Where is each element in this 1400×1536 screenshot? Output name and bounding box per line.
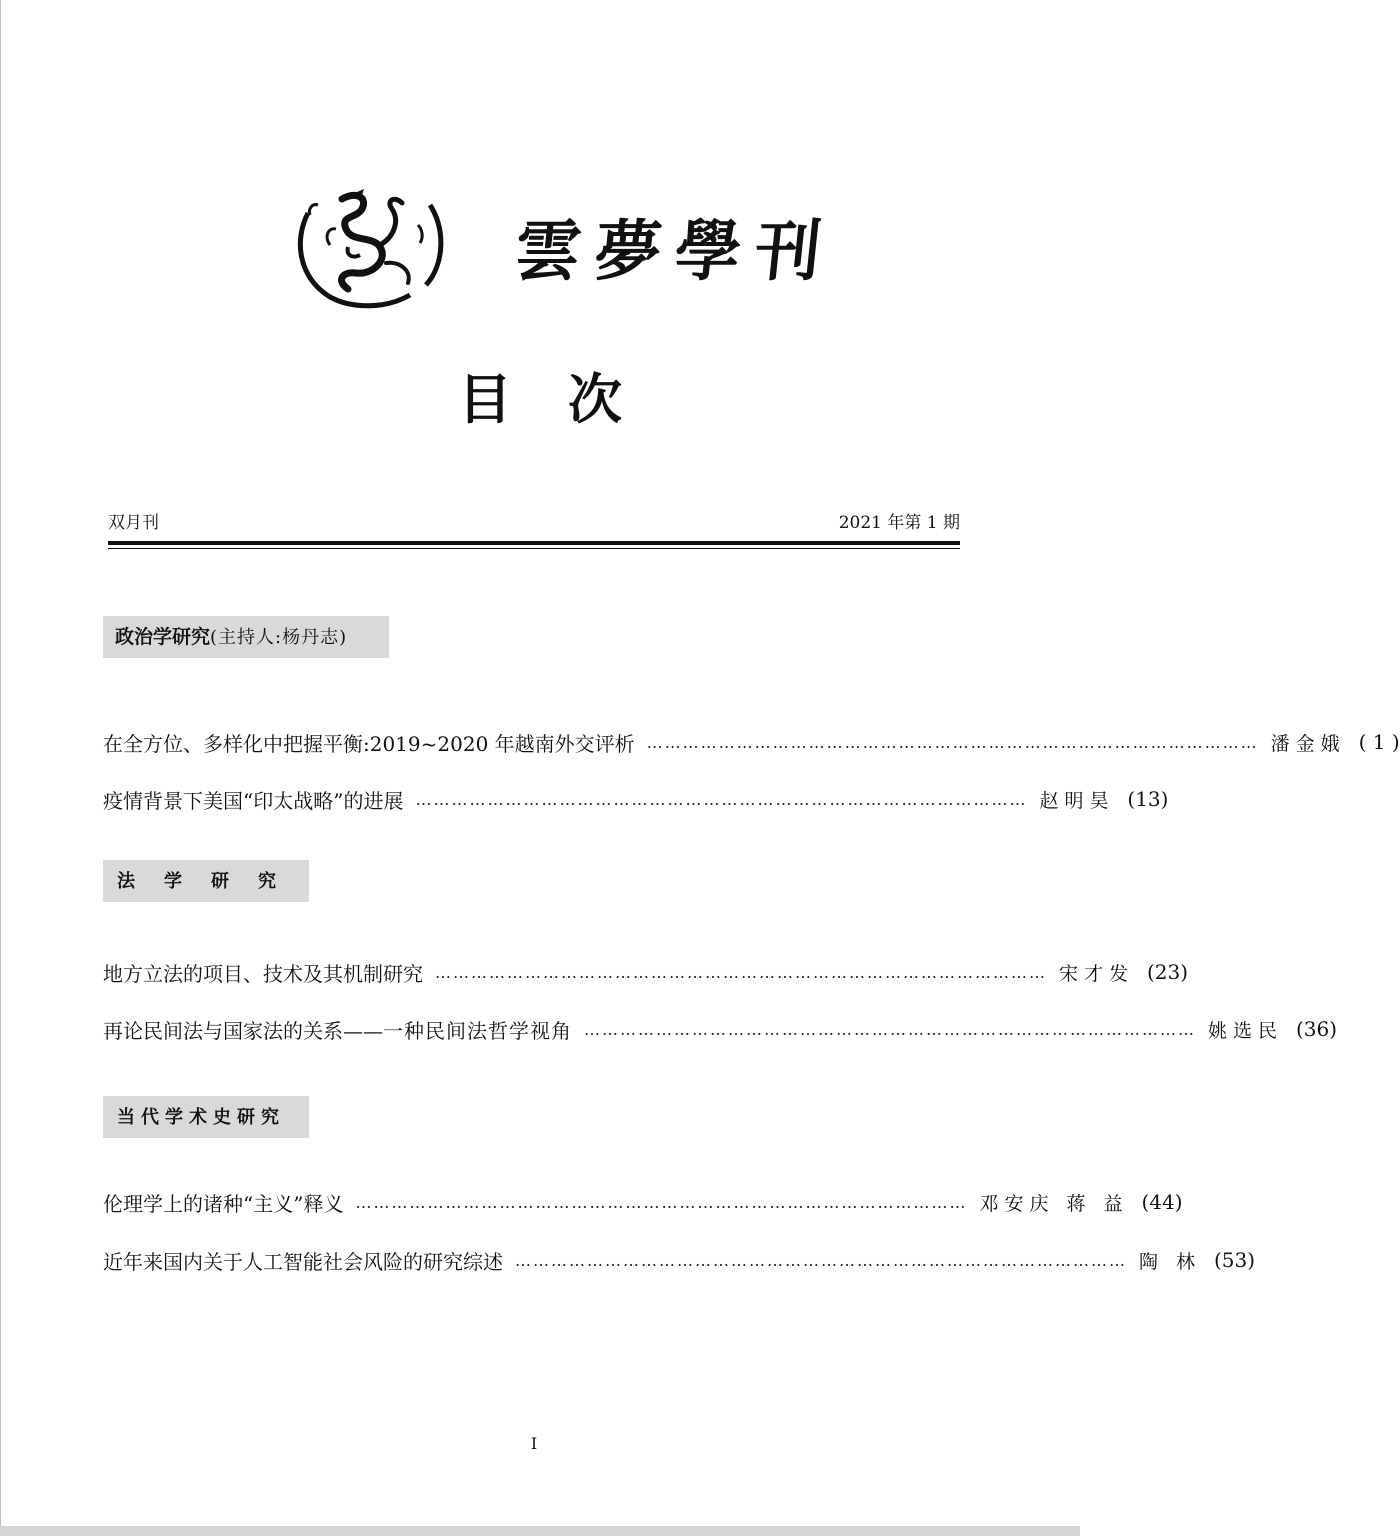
issue-number: 2021 年第 1 期	[838, 513, 960, 533]
article-author: 赵明昊	[1039, 789, 1115, 812]
toc-entry[interactable]	[103, 1012, 1338, 1046]
toc-entry[interactable]	[103, 955, 1189, 989]
article-title: 在全方位、多样化中把握平衡:2019~2020 年越南外交评析	[103, 731, 635, 756]
dot-leader: …………………………………………………………………………………………	[355, 1192, 968, 1212]
dot-leader: …………………………………………………………………………………………	[584, 1019, 1196, 1039]
article-author: 宋才发	[1059, 962, 1135, 985]
article-title: 伦理学上的诸种“主义”释义	[103, 1191, 344, 1216]
dot-leader: …………………………………………………………………………………………	[646, 732, 1259, 752]
article-title: 再论民间法与国家法的关系——	[103, 1018, 383, 1043]
article-title: 疫情背景下美国“印太战略”的进展	[103, 788, 404, 813]
phoenix-seal-logo	[290, 185, 450, 310]
toc-entry[interactable]	[103, 1185, 1183, 1219]
page-number: (23)	[1146, 960, 1189, 984]
article-title: 地方立法的项目、技术及其机制研究	[103, 961, 423, 986]
dot-leader: …………………………………………………………………………………………	[435, 962, 1047, 982]
dot-leader: …………………………………………………………………………………………	[515, 1250, 1127, 1270]
article-title: 近年来国内关于人工智能社会风险的研究综述	[103, 1249, 503, 1274]
section-host: (主持人:杨丹志)	[210, 627, 348, 648]
page-number: (53)	[1213, 1248, 1256, 1272]
section-name: 政治学研究	[115, 626, 211, 648]
masthead	[290, 185, 840, 315]
article-subtitle: 一种民间法哲学视角	[383, 1018, 572, 1043]
page-number: (36)	[1295, 1017, 1338, 1041]
section-heading-law	[103, 860, 309, 902]
article-author: 潘金娥	[1270, 732, 1346, 755]
article-author: 邓安庆 蒋 益	[979, 1192, 1129, 1215]
page-number: ( 1 )	[1358, 730, 1400, 754]
toc-entry[interactable]	[103, 725, 1400, 759]
issue-info	[108, 508, 960, 534]
page-bottom-edge	[0, 1526, 1080, 1536]
section-heading-politics	[103, 616, 389, 658]
page-number: (44)	[1141, 1190, 1183, 1214]
section-name: 当代学术史研究	[117, 1107, 285, 1128]
section-heading-academic-history	[103, 1096, 309, 1138]
article-author: 姚选民	[1208, 1019, 1284, 1042]
dot-leader: …………………………………………………………………………………………	[415, 789, 1028, 809]
header-rule-thick	[108, 541, 960, 545]
page-edge	[0, 0, 1, 1526]
journal-title: 雲夢學刊	[510, 212, 840, 290]
section-name: 法学研究	[117, 871, 305, 892]
article-author: 陶 林	[1139, 1250, 1202, 1273]
publication-frequency: 双月刊	[108, 513, 159, 533]
toc-entry[interactable]	[103, 782, 1169, 816]
page-number: (13)	[1127, 787, 1169, 811]
header-rule-thin	[108, 548, 960, 549]
page-folio: I	[530, 1434, 538, 1453]
toc-title: 目次	[458, 368, 678, 431]
toc-entry[interactable]	[103, 1243, 1256, 1277]
